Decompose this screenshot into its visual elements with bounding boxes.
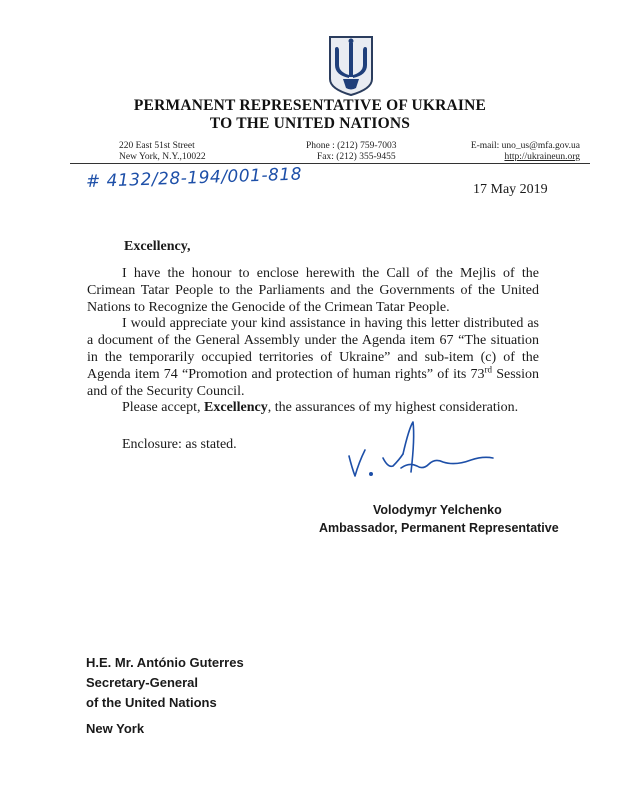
paragraph-2-text-end: Session and of the Security Council.	[87, 366, 540, 399]
paragraph-2	[87, 316, 539, 400]
paragraph-3-bold: Excellency	[204, 400, 268, 416]
signer-name: Volodymyr Yelchenko	[373, 503, 502, 517]
letter-body	[87, 266, 539, 417]
signer-title: Ambassador, Permanent Representative	[319, 521, 559, 535]
phone-text: Phone : (212) 759-7003	[306, 141, 397, 151]
paragraph-3-end: , the assurances of my highest consideration.	[267, 400, 519, 416]
paragraph-2-text: I would appreciate your kind assistance in having this letter distributed as a document of the General Assembly under the Agenda item 67 “The situation in the temporarily occupied territories of Ukraine” and sub-item (c) of the Agenda item 74 “Promotion and protection of human rights” of its 73	[87, 316, 539, 382]
enclosure-note: Enclosure: as stated.	[122, 437, 237, 452]
paragraph-1: I have the honour to enclose herewith the Call of the Mejlis of the Crimean Tatar People to the Parliaments and the Governments of the United Nations to Recognize the Genocide of the Crimean Tatar People.	[87, 266, 539, 315]
address-block	[119, 141, 206, 163]
trident-emblem-icon	[328, 35, 374, 97]
addressee-line1: H.E. Mr. António Guterres	[86, 655, 244, 670]
address-line2: New York, N.Y.,10022	[119, 152, 206, 162]
letter-date: 17 May 2019	[473, 182, 548, 197]
header-title-line2: TO THE UNITED NATIONS	[209, 115, 411, 132]
paragraph-2-superscript: rd	[484, 364, 493, 375]
handwritten-signature	[343, 418, 503, 488]
reference-number: # 4132/28-194/001-818	[85, 164, 303, 192]
salutation: Excellency,	[124, 239, 191, 254]
addressee-city: New York	[86, 721, 145, 736]
paragraph-3-start: Please accept,	[122, 400, 205, 416]
email-text: E-mail: uno_us@mfa.gov.ua	[470, 141, 580, 151]
address-line1: 220 East 51st Street	[119, 141, 195, 151]
addressee-line3: of the United Nations	[86, 695, 217, 710]
email-web-block	[440, 141, 580, 163]
addressee-block	[86, 653, 244, 713]
header-title-line1: PERMANENT REPRESENTATIVE OF UKRAINE	[133, 97, 487, 114]
header-divider	[70, 163, 590, 164]
website-link[interactable]: http://ukraineun.org	[504, 152, 580, 162]
fax-text: Fax: (212) 355-9455	[317, 152, 396, 162]
phone-fax-block	[306, 141, 397, 163]
paragraph-3	[87, 400, 539, 417]
addressee-line2: Secretary-General	[86, 675, 199, 690]
